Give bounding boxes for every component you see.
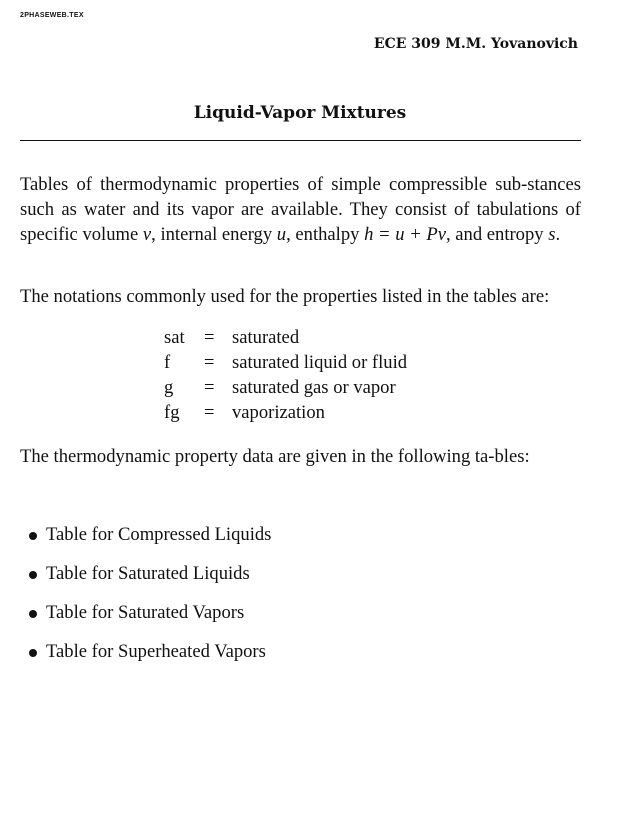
intro-text-b: , internal energy bbox=[151, 224, 277, 245]
notation-equals: = bbox=[204, 377, 215, 398]
intro-text-c: , enthalpy bbox=[286, 224, 365, 245]
bullet-icon bbox=[29, 610, 37, 618]
list-item-label: Table for Superheated Vapors bbox=[46, 641, 266, 662]
notation-meaning: saturated gas or vapor bbox=[232, 377, 396, 398]
notation-symbol: fg bbox=[164, 402, 180, 423]
filename-label: 2PHASEWEB.TEX bbox=[20, 12, 84, 19]
course-author-header: ECE 309 M.M. Yovanovich bbox=[373, 36, 578, 52]
notation-equals: = bbox=[204, 402, 215, 423]
notation-meaning: saturated bbox=[232, 327, 300, 348]
notation-equals: = bbox=[204, 352, 215, 373]
bullet-icon bbox=[29, 571, 37, 579]
page-title: Liquid-Vapor Mixtures bbox=[193, 103, 407, 123]
entropy-symbol: s bbox=[548, 224, 556, 245]
property-tables-list bbox=[28, 521, 271, 677]
list-item-label: Table for Saturated Vapors bbox=[46, 602, 245, 623]
internal-energy-symbol: u bbox=[276, 224, 287, 245]
list-item bbox=[28, 521, 271, 560]
list-item-label: Table for Compressed Liquids bbox=[46, 524, 272, 545]
specific-volume-symbol: v bbox=[142, 224, 152, 245]
notation-symbol: g bbox=[164, 377, 174, 398]
notation-equals: = bbox=[204, 327, 215, 348]
intro-text-a: Tables of thermodynamic properties of simple compressible sub-stances such as water and its vapor are available. They consist of tabulations of specific volume bbox=[20, 174, 581, 245]
bullet-icon bbox=[29, 532, 37, 540]
intro-text-e: . bbox=[555, 224, 561, 245]
notation-meaning: saturated liquid or fluid bbox=[232, 352, 408, 373]
title-divider bbox=[20, 140, 581, 141]
intro-paragraph bbox=[20, 172, 581, 247]
notation-intro-paragraph: The notations commonly used for the properties listed in the tables are: bbox=[20, 286, 550, 307]
list-item-label: Table for Saturated Liquids bbox=[46, 563, 250, 584]
notation-symbol: f bbox=[164, 352, 171, 373]
list-item bbox=[28, 638, 271, 677]
list-item bbox=[28, 599, 271, 638]
notation-symbol: sat bbox=[164, 327, 185, 348]
intro-text-d: , and entropy bbox=[445, 224, 549, 245]
enthalpy-equation: h = u + Pv bbox=[364, 224, 446, 245]
bullet-icon bbox=[29, 649, 37, 657]
list-item bbox=[28, 560, 271, 599]
notation-meaning: vaporization bbox=[232, 402, 325, 423]
tables-intro-paragraph: The thermodynamic property data are given in the following ta-bles: bbox=[20, 446, 530, 467]
